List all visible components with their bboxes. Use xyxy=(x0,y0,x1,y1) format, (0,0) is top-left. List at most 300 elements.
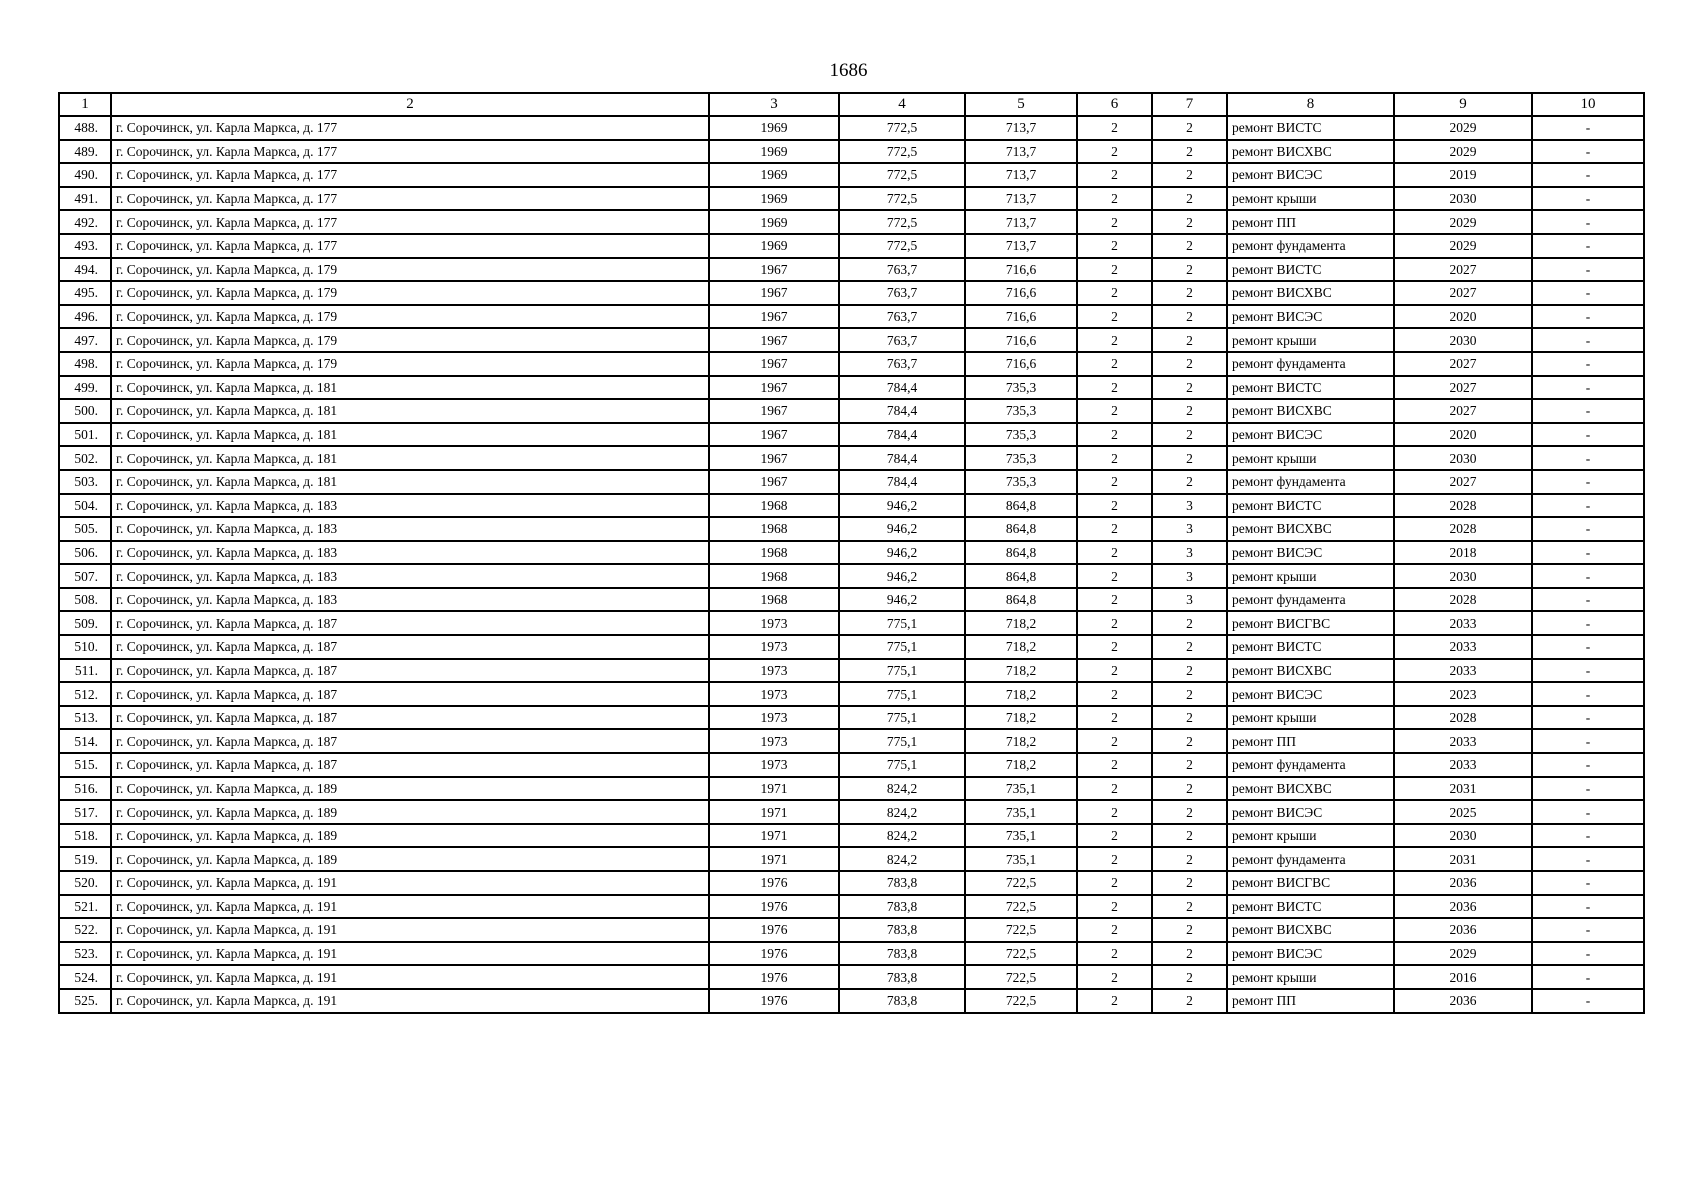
note-cell: - xyxy=(1532,659,1644,683)
total-area-cell: 783,8 xyxy=(839,871,965,895)
note-cell: - xyxy=(1532,895,1644,919)
entrances-cell: 2 xyxy=(1152,729,1227,753)
total-area-cell: 783,8 xyxy=(839,989,965,1013)
planned-year-cell: 2031 xyxy=(1394,847,1532,871)
row-number-cell: 491. xyxy=(59,187,111,211)
note-cell: - xyxy=(1532,470,1644,494)
planned-year-cell: 2036 xyxy=(1394,895,1532,919)
column-number-10: 10 xyxy=(1532,93,1644,116)
living-area-cell: 735,1 xyxy=(965,847,1077,871)
planned-year-cell: 2033 xyxy=(1394,729,1532,753)
address-cell: г. Сорочинск, ул. Карла Маркса, д. 189 xyxy=(111,847,709,871)
address-cell: г. Сорочинск, ул. Карла Маркса, д. 183 xyxy=(111,541,709,565)
total-area-cell: 783,8 xyxy=(839,965,965,989)
year-built-cell: 1976 xyxy=(709,918,839,942)
address-cell: г. Сорочинск, ул. Карла Маркса, д. 177 xyxy=(111,187,709,211)
total-area-cell: 784,4 xyxy=(839,423,965,447)
column-number-8: 8 xyxy=(1227,93,1394,116)
year-built-cell: 1971 xyxy=(709,800,839,824)
work-type-cell: ремонт фундамента xyxy=(1227,753,1394,777)
row-number-cell: 508. xyxy=(59,588,111,612)
column-number-6: 6 xyxy=(1077,93,1152,116)
table-row xyxy=(59,777,1644,801)
note-cell: - xyxy=(1532,163,1644,187)
work-type-cell: ремонт ВИСХВС xyxy=(1227,517,1394,541)
planned-year-cell: 2036 xyxy=(1394,918,1532,942)
row-number-cell: 513. xyxy=(59,706,111,730)
total-area-cell: 824,2 xyxy=(839,800,965,824)
row-number-cell: 497. xyxy=(59,328,111,352)
work-type-cell: ремонт ВИСЭС xyxy=(1227,423,1394,447)
living-area-cell: 864,8 xyxy=(965,564,1077,588)
planned-year-cell: 2018 xyxy=(1394,541,1532,565)
living-area-cell: 718,2 xyxy=(965,682,1077,706)
note-cell: - xyxy=(1532,140,1644,164)
work-type-cell: ремонт ВИСХВС xyxy=(1227,140,1394,164)
year-built-cell: 1967 xyxy=(709,258,839,282)
table-row xyxy=(59,281,1644,305)
address-cell: г. Сорочинск, ул. Карла Маркса, д. 187 xyxy=(111,706,709,730)
note-cell: - xyxy=(1532,494,1644,518)
entrances-cell: 2 xyxy=(1152,659,1227,683)
work-type-cell: ремонт ПП xyxy=(1227,729,1394,753)
planned-year-cell: 2028 xyxy=(1394,517,1532,541)
year-built-cell: 1973 xyxy=(709,682,839,706)
total-area-cell: 775,1 xyxy=(839,682,965,706)
floors-cell: 2 xyxy=(1077,140,1152,164)
row-number-cell: 493. xyxy=(59,234,111,258)
entrances-cell: 2 xyxy=(1152,824,1227,848)
floors-cell: 2 xyxy=(1077,682,1152,706)
planned-year-cell: 2027 xyxy=(1394,399,1532,423)
planned-year-cell: 2033 xyxy=(1394,659,1532,683)
living-area-cell: 722,5 xyxy=(965,965,1077,989)
note-cell: - xyxy=(1532,800,1644,824)
work-type-cell: ремонт ВИСТС xyxy=(1227,635,1394,659)
floors-cell: 2 xyxy=(1077,564,1152,588)
total-area-cell: 772,5 xyxy=(839,187,965,211)
entrances-cell: 2 xyxy=(1152,163,1227,187)
work-type-cell: ремонт ВИСТС xyxy=(1227,258,1394,282)
table-row xyxy=(59,895,1644,919)
living-area-cell: 864,8 xyxy=(965,588,1077,612)
total-area-cell: 775,1 xyxy=(839,659,965,683)
work-type-cell: ремонт ВИСГВС xyxy=(1227,871,1394,895)
year-built-cell: 1967 xyxy=(709,423,839,447)
address-cell: г. Сорочинск, ул. Карла Маркса, д. 187 xyxy=(111,682,709,706)
living-area-cell: 713,7 xyxy=(965,116,1077,140)
row-number-cell: 492. xyxy=(59,210,111,234)
entrances-cell: 2 xyxy=(1152,635,1227,659)
floors-cell: 2 xyxy=(1077,918,1152,942)
table-row xyxy=(59,706,1644,730)
work-type-cell: ремонт крыши xyxy=(1227,564,1394,588)
work-type-cell: ремонт фундамента xyxy=(1227,352,1394,376)
floors-cell: 2 xyxy=(1077,871,1152,895)
planned-year-cell: 2028 xyxy=(1394,588,1532,612)
planned-year-cell: 2020 xyxy=(1394,305,1532,329)
floors-cell: 2 xyxy=(1077,611,1152,635)
table-row xyxy=(59,918,1644,942)
total-area-cell: 763,7 xyxy=(839,352,965,376)
address-cell: г. Сорочинск, ул. Карла Маркса, д. 181 xyxy=(111,376,709,400)
row-number-cell: 507. xyxy=(59,564,111,588)
entrances-cell: 2 xyxy=(1152,210,1227,234)
row-number-cell: 518. xyxy=(59,824,111,848)
living-area-cell: 735,3 xyxy=(965,376,1077,400)
year-built-cell: 1973 xyxy=(709,753,839,777)
address-cell: г. Сорочинск, ул. Карла Маркса, д. 183 xyxy=(111,494,709,518)
address-cell: г. Сорочинск, ул. Карла Маркса, д. 177 xyxy=(111,116,709,140)
total-area-cell: 772,5 xyxy=(839,163,965,187)
floors-cell: 2 xyxy=(1077,281,1152,305)
row-number-cell: 496. xyxy=(59,305,111,329)
entrances-cell: 2 xyxy=(1152,777,1227,801)
note-cell: - xyxy=(1532,328,1644,352)
year-built-cell: 1968 xyxy=(709,564,839,588)
planned-year-cell: 2036 xyxy=(1394,871,1532,895)
table-row xyxy=(59,729,1644,753)
note-cell: - xyxy=(1532,989,1644,1013)
address-cell: г. Сорочинск, ул. Карла Маркса, д. 177 xyxy=(111,140,709,164)
work-type-cell: ремонт ВИСХВС xyxy=(1227,777,1394,801)
year-built-cell: 1973 xyxy=(709,611,839,635)
table-row xyxy=(59,305,1644,329)
floors-cell: 2 xyxy=(1077,517,1152,541)
entrances-cell: 2 xyxy=(1152,116,1227,140)
living-area-cell: 716,6 xyxy=(965,305,1077,329)
planned-year-cell: 2028 xyxy=(1394,494,1532,518)
entrances-cell: 2 xyxy=(1152,140,1227,164)
address-cell: г. Сорочинск, ул. Карла Маркса, д. 181 xyxy=(111,423,709,447)
table-row xyxy=(59,611,1644,635)
entrances-cell: 2 xyxy=(1152,847,1227,871)
entrances-cell: 2 xyxy=(1152,895,1227,919)
floors-cell: 2 xyxy=(1077,847,1152,871)
note-cell: - xyxy=(1532,564,1644,588)
year-built-cell: 1973 xyxy=(709,635,839,659)
note-cell: - xyxy=(1532,423,1644,447)
column-number-4: 4 xyxy=(839,93,965,116)
living-area-cell: 735,1 xyxy=(965,800,1077,824)
work-type-cell: ремонт фундамента xyxy=(1227,588,1394,612)
row-number-cell: 488. xyxy=(59,116,111,140)
note-cell: - xyxy=(1532,376,1644,400)
living-area-cell: 735,3 xyxy=(965,446,1077,470)
table-row xyxy=(59,470,1644,494)
note-cell: - xyxy=(1532,729,1644,753)
year-built-cell: 1968 xyxy=(709,541,839,565)
living-area-cell: 864,8 xyxy=(965,494,1077,518)
floors-cell: 2 xyxy=(1077,800,1152,824)
entrances-cell: 2 xyxy=(1152,800,1227,824)
entrances-cell: 2 xyxy=(1152,328,1227,352)
address-cell: г. Сорочинск, ул. Карла Маркса, д. 179 xyxy=(111,258,709,282)
living-area-cell: 864,8 xyxy=(965,541,1077,565)
address-cell: г. Сорочинск, ул. Карла Маркса, д. 181 xyxy=(111,470,709,494)
floors-cell: 2 xyxy=(1077,942,1152,966)
floors-cell: 2 xyxy=(1077,376,1152,400)
floors-cell: 2 xyxy=(1077,753,1152,777)
floors-cell: 2 xyxy=(1077,116,1152,140)
table-row xyxy=(59,258,1644,282)
table-row xyxy=(59,800,1644,824)
floors-cell: 2 xyxy=(1077,989,1152,1013)
address-cell: г. Сорочинск, ул. Карла Маркса, д. 187 xyxy=(111,729,709,753)
table-row xyxy=(59,376,1644,400)
page-number: 1686 xyxy=(829,60,868,81)
entrances-cell: 2 xyxy=(1152,989,1227,1013)
column-number-2: 2 xyxy=(111,93,709,116)
planned-year-cell: 2029 xyxy=(1394,234,1532,258)
row-number-cell: 509. xyxy=(59,611,111,635)
entrances-cell: 2 xyxy=(1152,423,1227,447)
planned-year-cell: 2031 xyxy=(1394,777,1532,801)
floors-cell: 2 xyxy=(1077,446,1152,470)
year-built-cell: 1971 xyxy=(709,777,839,801)
living-area-cell: 713,7 xyxy=(965,210,1077,234)
planned-year-cell: 2030 xyxy=(1394,446,1532,470)
address-cell: г. Сорочинск, ул. Карла Маркса, д. 191 xyxy=(111,942,709,966)
table-row xyxy=(59,588,1644,612)
note-cell: - xyxy=(1532,847,1644,871)
address-cell: г. Сорочинск, ул. Карла Маркса, д. 181 xyxy=(111,446,709,470)
address-cell: г. Сорочинск, ул. Карла Маркса, д. 181 xyxy=(111,399,709,423)
year-built-cell: 1973 xyxy=(709,659,839,683)
living-area-cell: 735,3 xyxy=(965,399,1077,423)
note-cell: - xyxy=(1532,210,1644,234)
row-number-cell: 522. xyxy=(59,918,111,942)
note-cell: - xyxy=(1532,517,1644,541)
living-area-cell: 716,6 xyxy=(965,281,1077,305)
living-area-cell: 713,7 xyxy=(965,187,1077,211)
table-row xyxy=(59,116,1644,140)
table-row xyxy=(59,965,1644,989)
row-number-cell: 490. xyxy=(59,163,111,187)
planned-year-cell: 2027 xyxy=(1394,352,1532,376)
table-row xyxy=(59,635,1644,659)
floors-cell: 2 xyxy=(1077,729,1152,753)
table-row xyxy=(59,682,1644,706)
row-number-cell: 524. xyxy=(59,965,111,989)
total-area-cell: 783,8 xyxy=(839,942,965,966)
floors-cell: 2 xyxy=(1077,965,1152,989)
address-cell: г. Сорочинск, ул. Карла Маркса, д. 191 xyxy=(111,895,709,919)
planned-year-cell: 2033 xyxy=(1394,635,1532,659)
total-area-cell: 946,2 xyxy=(839,588,965,612)
note-cell: - xyxy=(1532,588,1644,612)
work-type-cell: ремонт ВИСХВС xyxy=(1227,399,1394,423)
row-number-cell: 520. xyxy=(59,871,111,895)
living-area-cell: 864,8 xyxy=(965,517,1077,541)
total-area-cell: 772,5 xyxy=(839,140,965,164)
total-area-cell: 946,2 xyxy=(839,541,965,565)
living-area-cell: 718,2 xyxy=(965,635,1077,659)
entrances-cell: 3 xyxy=(1152,541,1227,565)
row-number-cell: 495. xyxy=(59,281,111,305)
living-area-cell: 722,5 xyxy=(965,895,1077,919)
total-area-cell: 763,7 xyxy=(839,281,965,305)
work-type-cell: ремонт фундамента xyxy=(1227,847,1394,871)
note-cell: - xyxy=(1532,753,1644,777)
floors-cell: 2 xyxy=(1077,706,1152,730)
work-type-cell: ремонт ВИСХВС xyxy=(1227,281,1394,305)
floors-cell: 2 xyxy=(1077,470,1152,494)
year-built-cell: 1967 xyxy=(709,328,839,352)
work-type-cell: ремонт ВИСТС xyxy=(1227,494,1394,518)
row-number-cell: 500. xyxy=(59,399,111,423)
planned-year-cell: 2019 xyxy=(1394,163,1532,187)
entrances-cell: 2 xyxy=(1152,281,1227,305)
living-area-cell: 722,5 xyxy=(965,942,1077,966)
floors-cell: 2 xyxy=(1077,895,1152,919)
planned-year-cell: 2027 xyxy=(1394,470,1532,494)
total-area-cell: 784,4 xyxy=(839,376,965,400)
row-number-cell: 512. xyxy=(59,682,111,706)
total-area-cell: 946,2 xyxy=(839,494,965,518)
table-row xyxy=(59,494,1644,518)
table-row xyxy=(59,423,1644,447)
note-cell: - xyxy=(1532,187,1644,211)
entrances-cell: 3 xyxy=(1152,494,1227,518)
address-cell: г. Сорочинск, ул. Карла Маркса, д. 189 xyxy=(111,824,709,848)
entrances-cell: 2 xyxy=(1152,470,1227,494)
row-number-cell: 523. xyxy=(59,942,111,966)
entrances-cell: 2 xyxy=(1152,258,1227,282)
table-row xyxy=(59,446,1644,470)
planned-year-cell: 2025 xyxy=(1394,800,1532,824)
work-type-cell: ремонт ВИСЭС xyxy=(1227,942,1394,966)
entrances-cell: 2 xyxy=(1152,376,1227,400)
address-cell: г. Сорочинск, ул. Карла Маркса, д. 183 xyxy=(111,588,709,612)
address-cell: г. Сорочинск, ул. Карла Маркса, д. 187 xyxy=(111,659,709,683)
entrances-cell: 2 xyxy=(1152,753,1227,777)
living-area-cell: 735,1 xyxy=(965,777,1077,801)
planned-year-cell: 2016 xyxy=(1394,965,1532,989)
entrances-cell: 3 xyxy=(1152,588,1227,612)
row-number-cell: 499. xyxy=(59,376,111,400)
row-number-cell: 521. xyxy=(59,895,111,919)
year-built-cell: 1976 xyxy=(709,895,839,919)
total-area-cell: 775,1 xyxy=(839,635,965,659)
living-area-cell: 718,2 xyxy=(965,706,1077,730)
year-built-cell: 1967 xyxy=(709,376,839,400)
table-row xyxy=(59,847,1644,871)
column-number-9: 9 xyxy=(1394,93,1532,116)
living-area-cell: 722,5 xyxy=(965,989,1077,1013)
floors-cell: 2 xyxy=(1077,352,1152,376)
table-row xyxy=(59,163,1644,187)
entrances-cell: 2 xyxy=(1152,871,1227,895)
total-area-cell: 775,1 xyxy=(839,611,965,635)
address-cell: г. Сорочинск, ул. Карла Маркса, д. 187 xyxy=(111,753,709,777)
row-number-cell: 511. xyxy=(59,659,111,683)
planned-year-cell: 2027 xyxy=(1394,258,1532,282)
living-area-cell: 713,7 xyxy=(965,140,1077,164)
note-cell: - xyxy=(1532,446,1644,470)
note-cell: - xyxy=(1532,824,1644,848)
floors-cell: 2 xyxy=(1077,305,1152,329)
column-number-1: 1 xyxy=(59,93,111,116)
work-type-cell: ремонт ВИСХВС xyxy=(1227,918,1394,942)
work-type-cell: ремонт ВИСЭС xyxy=(1227,800,1394,824)
year-built-cell: 1969 xyxy=(709,210,839,234)
work-type-cell: ремонт ВИСТС xyxy=(1227,895,1394,919)
note-cell: - xyxy=(1532,777,1644,801)
planned-year-cell: 2029 xyxy=(1394,210,1532,234)
address-cell: г. Сорочинск, ул. Карла Маркса, д. 177 xyxy=(111,163,709,187)
note-cell: - xyxy=(1532,871,1644,895)
note-cell: - xyxy=(1532,305,1644,329)
total-area-cell: 772,5 xyxy=(839,116,965,140)
row-number-cell: 504. xyxy=(59,494,111,518)
total-area-cell: 946,2 xyxy=(839,517,965,541)
total-area-cell: 763,7 xyxy=(839,258,965,282)
table-row xyxy=(59,140,1644,164)
work-type-cell: ремонт ВИСХВС xyxy=(1227,659,1394,683)
entrances-cell: 3 xyxy=(1152,564,1227,588)
note-cell: - xyxy=(1532,281,1644,305)
row-number-cell: 503. xyxy=(59,470,111,494)
planned-year-cell: 2033 xyxy=(1394,611,1532,635)
column-number-5: 5 xyxy=(965,93,1077,116)
year-built-cell: 1968 xyxy=(709,588,839,612)
planned-year-cell: 2030 xyxy=(1394,824,1532,848)
year-built-cell: 1968 xyxy=(709,517,839,541)
planned-year-cell: 2029 xyxy=(1394,942,1532,966)
total-area-cell: 784,4 xyxy=(839,399,965,423)
work-type-cell: ремонт фундамента xyxy=(1227,470,1394,494)
planned-year-cell: 2027 xyxy=(1394,376,1532,400)
living-area-cell: 735,3 xyxy=(965,470,1077,494)
table-row xyxy=(59,659,1644,683)
note-cell: - xyxy=(1532,611,1644,635)
address-cell: г. Сорочинск, ул. Карла Маркса, д. 191 xyxy=(111,871,709,895)
floors-cell: 2 xyxy=(1077,777,1152,801)
living-area-cell: 713,7 xyxy=(965,234,1077,258)
year-built-cell: 1969 xyxy=(709,140,839,164)
row-number-cell: 505. xyxy=(59,517,111,541)
work-type-cell: ремонт фундамента xyxy=(1227,234,1394,258)
year-built-cell: 1976 xyxy=(709,989,839,1013)
floors-cell: 2 xyxy=(1077,494,1152,518)
year-built-cell: 1969 xyxy=(709,234,839,258)
address-cell: г. Сорочинск, ул. Карла Маркса, д. 179 xyxy=(111,305,709,329)
total-area-cell: 763,7 xyxy=(839,305,965,329)
repair-schedule-table xyxy=(58,92,1645,1014)
floors-cell: 2 xyxy=(1077,588,1152,612)
table-row xyxy=(59,871,1644,895)
work-type-cell: ремонт ВИСТС xyxy=(1227,116,1394,140)
row-number-cell: 494. xyxy=(59,258,111,282)
table-row xyxy=(59,517,1644,541)
table-row xyxy=(59,328,1644,352)
address-cell: г. Сорочинск, ул. Карла Маркса, д. 179 xyxy=(111,281,709,305)
note-cell: - xyxy=(1532,942,1644,966)
total-area-cell: 775,1 xyxy=(839,753,965,777)
floors-cell: 2 xyxy=(1077,824,1152,848)
total-area-cell: 783,8 xyxy=(839,895,965,919)
living-area-cell: 722,5 xyxy=(965,918,1077,942)
planned-year-cell: 2030 xyxy=(1394,187,1532,211)
living-area-cell: 718,2 xyxy=(965,611,1077,635)
note-cell: - xyxy=(1532,234,1644,258)
total-area-cell: 772,5 xyxy=(839,234,965,258)
floors-cell: 2 xyxy=(1077,399,1152,423)
row-number-cell: 517. xyxy=(59,800,111,824)
year-built-cell: 1967 xyxy=(709,305,839,329)
address-cell: г. Сорочинск, ул. Карла Маркса, д. 191 xyxy=(111,918,709,942)
